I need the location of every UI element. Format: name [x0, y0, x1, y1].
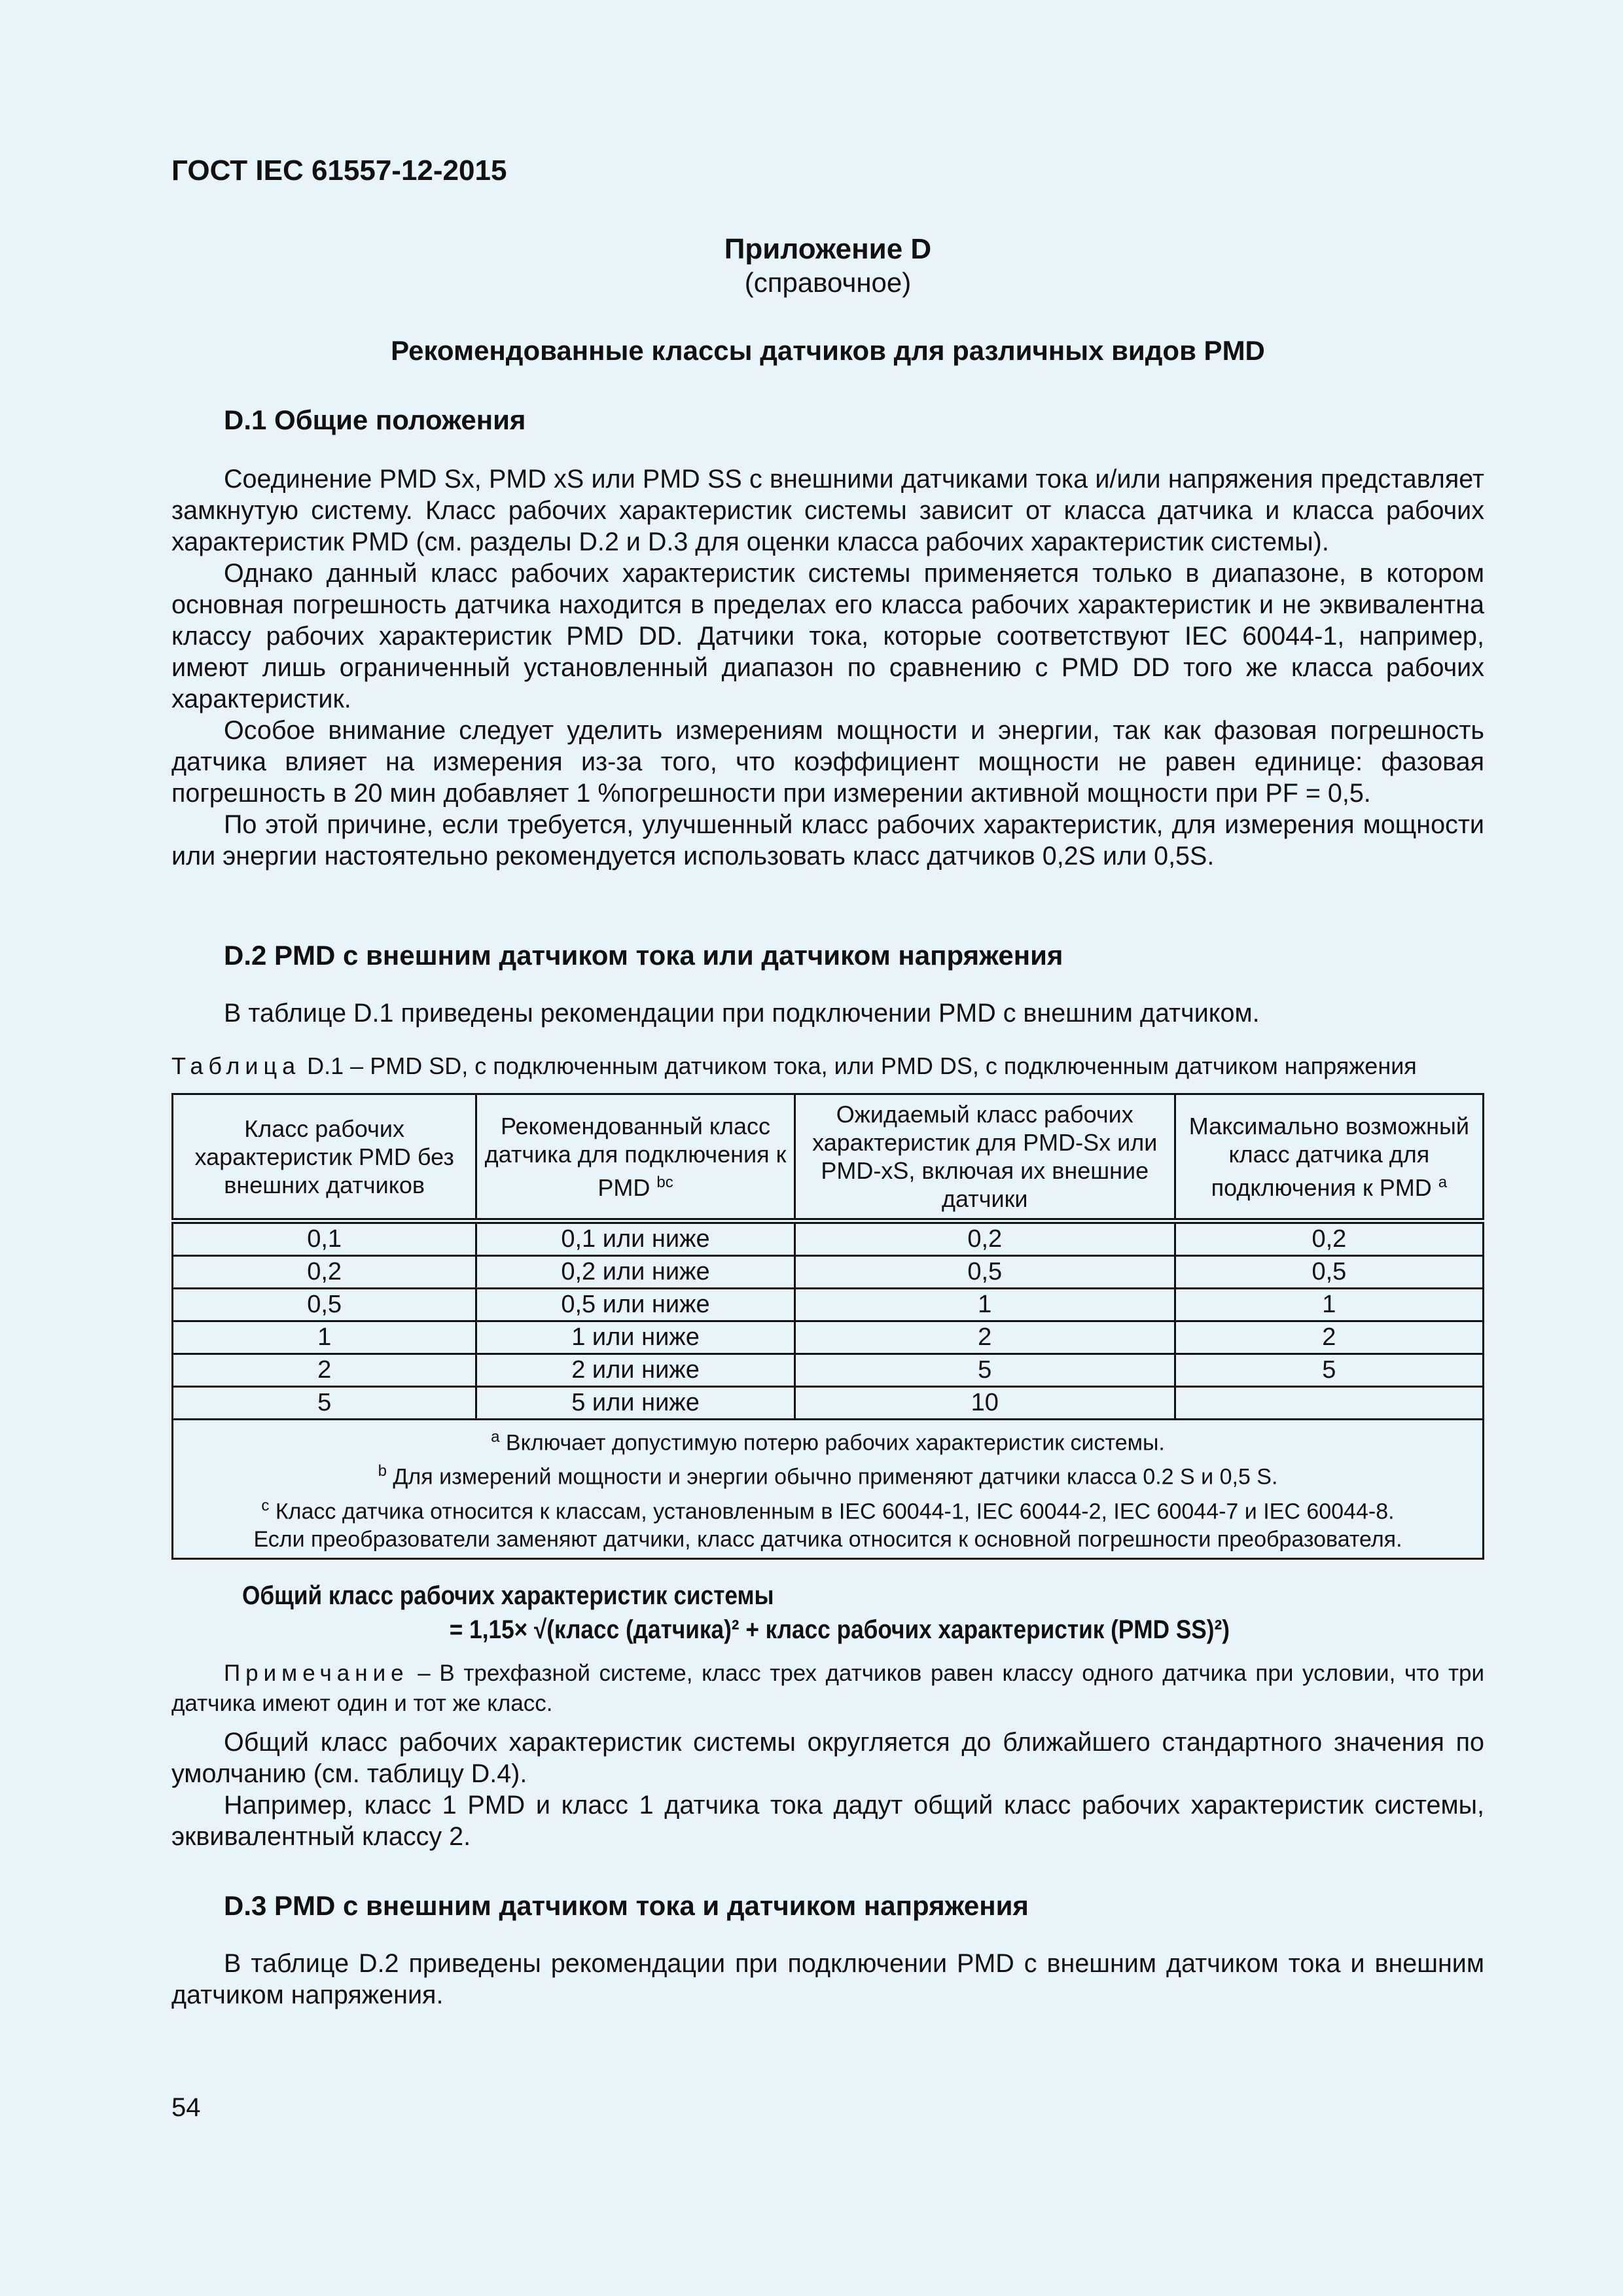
table-cell: 1: [173, 1321, 476, 1354]
section-d2-title: D.2 PMD с внешним датчиком тока или датчиком напряжения: [224, 940, 1063, 971]
paragraph: В таблице D.1 приведены рекомендации при подключении PMD с внешним датчиком.: [224, 999, 1260, 1028]
table-cell: 0,2 или ниже: [476, 1256, 794, 1289]
table-row: [173, 1289, 1484, 1321]
footnote-ref: a: [1438, 1173, 1448, 1191]
table-cell: 0,5 или ниже: [476, 1289, 794, 1321]
note: [171, 1659, 1484, 1719]
table-caption: [171, 1052, 1493, 1080]
section-d3-body: [171, 1948, 1484, 2011]
table-cell: 0,2: [1175, 1221, 1483, 1256]
table-cell: 0,5: [173, 1289, 476, 1321]
footnote-mark: b: [378, 1462, 387, 1480]
footnote: [173, 1457, 1482, 1491]
page-number: 54: [171, 2093, 201, 2122]
table-row: [173, 1354, 1484, 1387]
table-cell: 5: [173, 1387, 476, 1420]
appendix-heading: Рекомендованные классы датчиков для различных видов PMD: [391, 335, 1265, 366]
after-note-body: [171, 1727, 1484, 1852]
note-text: – В трехфазной системе, класс трех датчиков равен классу одного датчика при условии, что три датчика имеют один и тот же класс.: [171, 1660, 1484, 1716]
table-row: [173, 1321, 1484, 1354]
table-cell: 2: [173, 1354, 476, 1387]
footnote-text: Если преобразователи заменяют датчики, класс датчика относится к основной погрешности преобразователя.: [253, 1526, 1402, 1552]
footnote-mark: c: [261, 1496, 270, 1515]
paragraph: Общий класс рабочих характеристик системы округляется до ближайшего стандартного значения по умолчанию (см. таблицу D.4).: [171, 1728, 1484, 1788]
column-header: [794, 1094, 1175, 1221]
table-cell: [1175, 1387, 1483, 1420]
footnote-ref: bc: [656, 1173, 673, 1191]
appendix-subtitle: (справочное): [744, 267, 912, 298]
section-d1-body: [171, 463, 1484, 872]
header-text: Максимально возможный класс датчика для подключения к PMD: [1188, 1112, 1469, 1201]
paragraph: По этой причине, если требуется, улучшенный класс рабочих характеристик, для измерения мощности или энергии настоятельно рекомендуется использовать класс датчиков 0,2S или 0,5S.: [171, 810, 1484, 870]
column-header: [476, 1094, 794, 1221]
table-row: [173, 1387, 1484, 1420]
footnote: [173, 1492, 1482, 1526]
header-text: Ожидаемый класс рабочих характеристик для PMD-Sx или PMD-xS, включая их внешние датчики: [812, 1101, 1158, 1212]
caption-text: D.1 – PMD SD, с подключенным датчиком тока, или PMD DS, с подключенным датчиком напряжения: [300, 1052, 1417, 1079]
formula-line1: Общий класс рабочих характеристик системы: [242, 1581, 774, 1610]
header-text: Класс рабочих характеристик PMD без внешних датчиков: [194, 1115, 454, 1198]
section-d2-body: [171, 997, 1484, 1029]
paragraph: В таблице D.2 приведены рекомендации при подключении PMD с внешним датчиком тока и внешним датчиком напряжения.: [171, 1949, 1484, 2009]
paragraph: Соединение PMD Sx, PMD xS или PMD SS с внешними датчиками тока и/или напряжения представляет замкнутую систему. Класс рабочих характеристик системы зависит от класса датчика и класса рабочих характеристик PMD (см. разделы D.2 и D.3 для оценки класса рабочих характеристик системы).: [171, 465, 1484, 556]
appendix-title: Приложение D: [724, 233, 932, 265]
table-footnotes: [173, 1420, 1484, 1559]
section-d1-title: D.1 Общие положения: [224, 404, 526, 435]
table-cell: 1: [1175, 1289, 1483, 1321]
note-label: Примечание: [224, 1660, 409, 1686]
footnote-text: Класс датчика относится к классам, установленным в IEC 60044-1, IEC 60044-2, IEC 60044-7 и IEC 60044-8.: [269, 1498, 1395, 1524]
footnote-text: Включает допустимую потерю рабочих характеристик системы.: [499, 1430, 1165, 1456]
table-cell: 0,2: [794, 1221, 1175, 1256]
table-cell: 2: [1175, 1321, 1483, 1354]
header-text: Рекомендованный класс датчика для подключения к PMD: [484, 1112, 787, 1201]
table-cell: 2: [794, 1321, 1175, 1354]
table-d1: [171, 1093, 1484, 1560]
table-row: [173, 1256, 1484, 1289]
table-cell: 0,2: [173, 1256, 476, 1289]
paragraph: Однако данный класс рабочих характеристик системы применяется только в диапазоне, в котором основная погрешность датчика находится в пределах его класса рабочих характеристик и не эквивалентна классу рабочих характеристик PMD DD. Датчики тока, которые соответствуют IEC 60044-1, например, имеют лишь ограниченный установленный диапазон по сравнению с PMD DD того же класса рабочих характеристик.: [171, 559, 1484, 713]
table-cell: 0,5: [1175, 1256, 1483, 1289]
caption-label: Таблица: [171, 1052, 301, 1079]
table-cell: 1: [794, 1289, 1175, 1321]
table-row: [173, 1221, 1484, 1256]
formula-line2: = 1,15× √(класс (датчика)² + класс рабочих характеристик (PMD SS)²): [449, 1615, 1230, 1644]
footnote-mark: a: [491, 1428, 500, 1446]
paragraph: Например, класс 1 PMD и класс 1 датчика тока дадут общий класс рабочих характеристик системы, эквивалентный классу 2.: [171, 1791, 1484, 1851]
footnote-text: Для измерений мощности и энергии обычно применяют датчики класса 0.2 S и 0,5 S.: [386, 1464, 1278, 1490]
table-cell: 5: [794, 1354, 1175, 1387]
table-cell: 1 или ниже: [476, 1321, 794, 1354]
footnote: [173, 1526, 1482, 1554]
table-cell: 2 или ниже: [476, 1354, 794, 1387]
table-cell: 10: [794, 1387, 1175, 1420]
formula: [242, 1579, 1230, 1647]
table-cell: 0,1: [173, 1221, 476, 1256]
document-header: ГОСТ IEC 61557-12-2015: [171, 154, 507, 187]
column-header: [173, 1094, 476, 1221]
table-cell: 5 или ниже: [476, 1387, 794, 1420]
column-header: [1175, 1094, 1483, 1221]
table-cell: 0,5: [794, 1256, 1175, 1289]
table-cell: 5: [1175, 1354, 1483, 1387]
section-d3-title: D.3 PMD с внешним датчиком тока и датчиком напряжения: [224, 1890, 1029, 1921]
paragraph: Особое внимание следует уделить измерениям мощности и энергии, так как фазовая погрешность датчика влияет на измерения из-за того, что коэффициент мощности не равен единице: фазовая погрешность в 20 мин добавляет 1 %погрешности при измерении активной мощности при PF = 0,5.: [171, 716, 1484, 808]
table-cell: 0,1 или ниже: [476, 1221, 794, 1256]
footnote: [173, 1423, 1482, 1457]
